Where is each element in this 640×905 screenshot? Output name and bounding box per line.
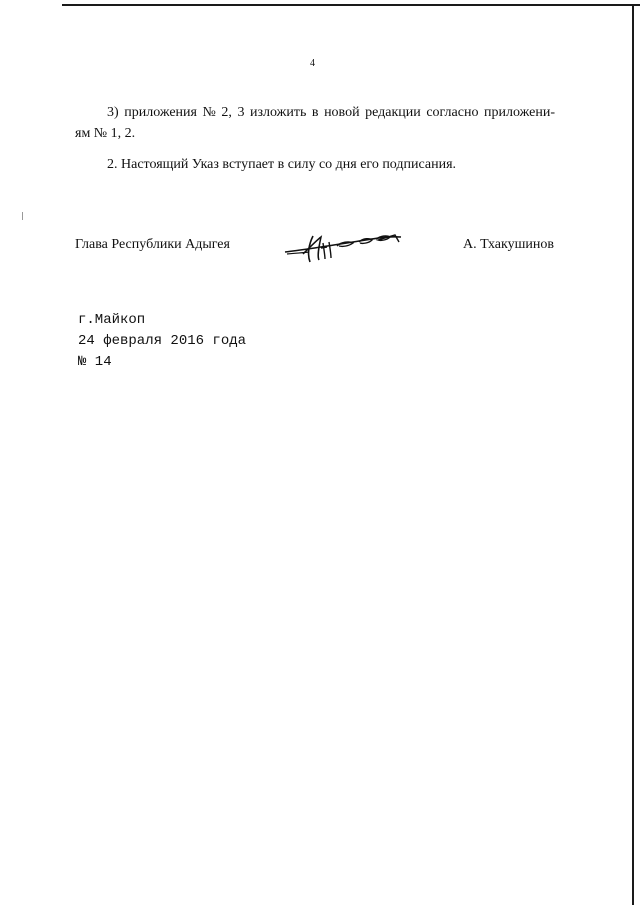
issue-city: г.Майкоп — [78, 312, 146, 328]
clause-2-text: 2. Настоящий Указ вступает в силу со дня его подписания. — [107, 157, 457, 172]
scan-border-right — [632, 4, 634, 905]
clause-3-word: приложени- — [484, 105, 555, 120]
scan-border-top — [62, 4, 640, 6]
clause-3-line-2: ям № 1, 2. — [75, 126, 136, 141]
scan-artifact-mark — [22, 212, 23, 220]
clause-2-paragraph — [75, 154, 555, 175]
issue-stamp — [78, 310, 246, 373]
clause-3-word: редакции — [365, 105, 421, 120]
clause-3-word: новой — [324, 105, 360, 120]
clause-3-words — [107, 102, 555, 123]
issue-date: 24 февраля 2016 года — [78, 333, 247, 349]
signatory-title: Глава Республики Адыгея — [75, 237, 230, 252]
clause-3-word: приложения — [124, 105, 197, 120]
clause-3-line-1 — [75, 102, 555, 123]
clause-3-word: изложить — [250, 105, 307, 120]
clause-3-word: 2, — [221, 105, 232, 120]
clause-3-word: 3 — [237, 105, 245, 120]
page-number: 4 — [310, 58, 315, 69]
clause-3-word: № — [202, 105, 216, 120]
clause-3-word: 3) — [107, 105, 119, 120]
clause-3-paragraph — [75, 102, 555, 144]
signatory-name: А. Тхакушинов — [463, 237, 554, 252]
issue-number: № 14 — [78, 354, 112, 370]
clause-3-word: в — [311, 105, 319, 120]
handwritten-signature — [283, 226, 403, 266]
clause-3-word: согласно — [426, 105, 479, 120]
